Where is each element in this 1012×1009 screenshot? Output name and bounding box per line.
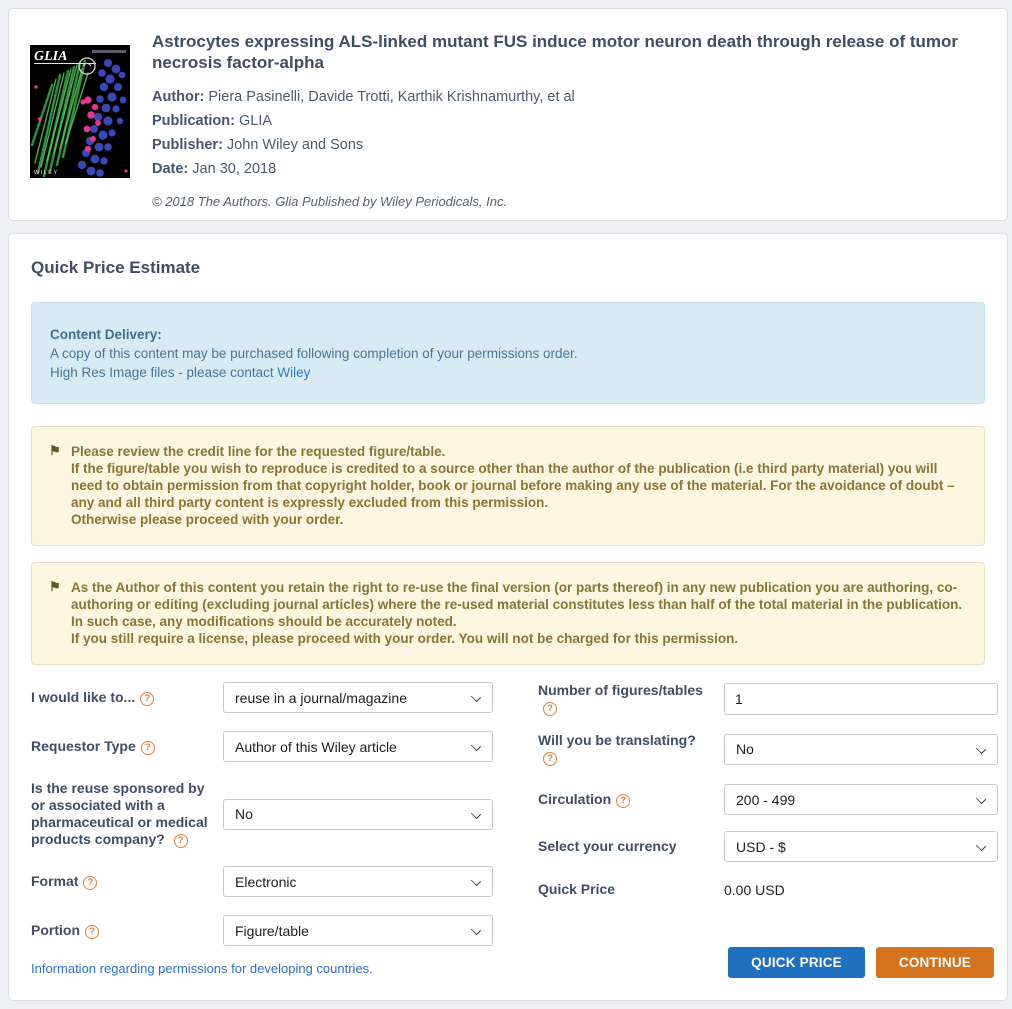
- content-delivery-line2: [50, 363, 966, 382]
- selected-value: No: [736, 741, 754, 757]
- help-icon[interactable]: ?: [616, 794, 630, 808]
- selected-value: reuse in a journal/magazine: [235, 689, 407, 706]
- circulation-select[interactable]: [724, 784, 998, 815]
- continue-button[interactable]: CONTINUE: [876, 947, 994, 978]
- format-select[interactable]: [223, 866, 493, 897]
- help-icon[interactable]: ?: [83, 876, 97, 890]
- requestor-type-label: Requestor Type ?: [31, 738, 223, 755]
- number-of-figures-label: Number of figures/tables ?: [538, 682, 703, 714]
- date-value: Jan 30, 2018: [188, 161, 277, 177]
- copyright-line: © 2018 The Authors. Glia Published by Wiley Periodicals, Inc.: [152, 194, 508, 209]
- article-publication-row: [152, 109, 987, 133]
- wiley-contact-link[interactable]: Wiley: [277, 365, 311, 380]
- content-delivery-title: Content Delivery:: [50, 327, 162, 342]
- quick-price-estimate-heading: Quick Price Estimate: [31, 258, 201, 277]
- developing-countries-link[interactable]: Information regarding permissions for developing countries.: [31, 961, 373, 976]
- chevron-down-icon: [471, 741, 481, 751]
- article-info: [152, 29, 987, 209]
- circulation-label: Circulation ?: [538, 791, 724, 808]
- requestor-type-row: [31, 731, 493, 762]
- chevron-down-icon: [976, 841, 986, 851]
- publication-label: Publication:: [152, 113, 235, 129]
- article-date-row: [152, 157, 987, 181]
- glia-cover-image: [30, 45, 130, 178]
- circulation-row: [538, 784, 998, 815]
- form-right-column: [538, 682, 998, 978]
- currency-row: [538, 831, 998, 862]
- portion-row: [31, 915, 493, 946]
- pharma-sponsored-select[interactable]: [223, 799, 493, 830]
- help-icon[interactable]: ?: [85, 925, 99, 939]
- publisher-value: John Wiley and Sons: [222, 137, 364, 153]
- quote-form: [31, 682, 985, 978]
- requestor-type-select[interactable]: [223, 731, 493, 762]
- quick-price-row: [538, 881, 998, 898]
- chevron-down-icon: [976, 794, 986, 804]
- article-title: Astrocytes expressing ALS-linked mutant FUS induce motor neuron death through release of tumor necrosis factor-alpha: [152, 32, 959, 72]
- help-icon[interactable]: ?: [543, 752, 557, 766]
- selected-value: USD - $: [736, 838, 786, 855]
- article-publisher-row: [152, 133, 987, 157]
- help-icon[interactable]: ?: [140, 692, 154, 706]
- pharma-sponsored-label: Is the reuse sponsored by or associated with a pharmaceutical or medical products company? ?: [31, 780, 208, 847]
- glia-masthead-text: GLIA: [34, 49, 68, 64]
- author-reuse-warning-text: [71, 579, 966, 647]
- article-author-row: [152, 85, 987, 109]
- i-would-like-to-row: [31, 682, 493, 713]
- flag-icon: ⚑: [49, 579, 61, 594]
- help-icon[interactable]: ?: [141, 741, 155, 755]
- publisher-label: Publisher:: [152, 137, 223, 153]
- number-of-figures-input[interactable]: [724, 683, 998, 715]
- chevron-down-icon: [471, 692, 481, 702]
- selected-value: Author of this Wiley article: [235, 738, 397, 755]
- content-delivery-line1: A copy of this content may be purchased following completion of your permissions order.: [50, 346, 578, 361]
- warning-line: As the Author of this content you retain the right to re-use the final version (or parts thereof) in any new publication you are authoring, co-authoring or editing (excluding journal articles) where the re-used material constitutes less than half of the total material in the publication. In such case, any modifications should be accurately noted.: [71, 580, 963, 629]
- warning-line: If the figure/table you wish to reproduce is credited to a source other than the author of the publication (i.e third party material) you will need to obtain permission from that copyright holder, book or journal before making any use of the material. For the avoidance of doubt – any and all third party content is expressly excluded from this permission.: [71, 461, 955, 510]
- author-label: Author:: [152, 89, 205, 105]
- flag-icon: ⚑: [49, 443, 61, 458]
- quick-price-button[interactable]: QUICK PRICE: [728, 947, 865, 978]
- action-buttons: [538, 947, 998, 978]
- i-would-like-to-label: I would like to... ?: [31, 689, 223, 706]
- author-value: Piera Pasinelli, Davide Trotti, Karthik Krishnamurthy, et al: [204, 89, 575, 105]
- translating-select[interactable]: [724, 734, 998, 765]
- warning-line: Please review the credit line for the requested figure/table.: [71, 444, 446, 459]
- help-icon[interactable]: ?: [174, 834, 188, 848]
- format-label: Format ?: [31, 873, 223, 890]
- credit-line-warning: [31, 426, 985, 546]
- author-reuse-warning: [31, 562, 985, 665]
- currency-label: Select your currency: [538, 838, 677, 854]
- chevron-down-icon: [976, 743, 986, 753]
- number-of-figures-row: [538, 682, 998, 716]
- selected-value: No: [235, 806, 253, 822]
- warning-line: If you still require a license, please proceed with your order. You will not be charged for this permission.: [71, 631, 739, 646]
- content-delivery-notice: [31, 302, 985, 404]
- chevron-down-icon: [471, 808, 481, 818]
- selected-value: Electronic: [235, 873, 297, 890]
- translating-row: [538, 732, 998, 766]
- journal-cover-thumbnail: [30, 45, 130, 178]
- content-delivery-line2-text: High Res Image files - please contact: [50, 365, 278, 380]
- pharma-sponsored-row: [31, 780, 493, 848]
- chevron-down-icon: [471, 876, 481, 886]
- warning-line: Otherwise please proceed with your order.: [71, 512, 344, 527]
- format-row: [31, 866, 493, 897]
- help-icon[interactable]: ?: [543, 702, 557, 716]
- portion-select[interactable]: [223, 915, 493, 946]
- chevron-down-icon: [471, 925, 481, 935]
- i-would-like-to-select[interactable]: [223, 682, 493, 713]
- currency-select[interactable]: [724, 831, 998, 862]
- quick-price-label: Quick Price: [538, 881, 616, 897]
- translating-label: Will you be translating? ?: [538, 732, 696, 764]
- portion-label: Portion ?: [31, 922, 223, 939]
- selected-value: 200 - 499: [736, 791, 796, 808]
- footer-link-wrap: [31, 960, 373, 978]
- credit-line-warning-text: [71, 443, 966, 528]
- article-summary-card: [8, 8, 1008, 221]
- selected-value: Figure/table: [235, 922, 309, 939]
- wiley-logo-text: WILEY: [34, 170, 59, 176]
- quick-price-estimate-card: [8, 233, 1008, 1001]
- date-label: Date:: [152, 161, 189, 177]
- publication-value: GLIA: [234, 113, 273, 129]
- quick-price-value: 0.00 USD: [724, 881, 785, 898]
- form-left-column: [31, 682, 493, 978]
